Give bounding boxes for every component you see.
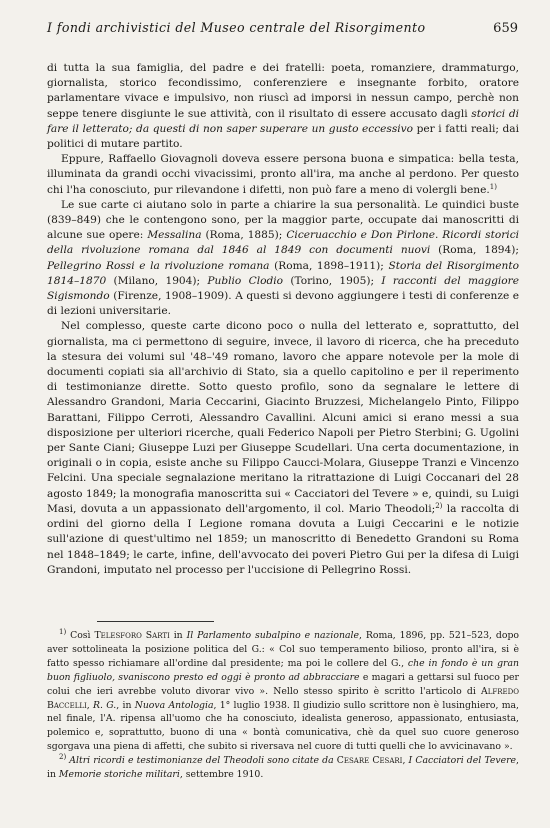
text-span: Nel complesso, queste carte dicono poco o nulla del letterato e, soprattutto, del giornalista, ma ci permettono di seguire, invece, il lavoro di ricerca, che ha preceduto la stesura dei volumi sul '48–'49 romano, lavoro che appare notevole per la mole di documenti copiati sia all'archivio di Stato, sia a quello capitolino e per il reperimento di testimonianze dirette. Sotto questo profilo, sono da segnalare le lettere di Alessandro Grandoni, Maria Ceccarini, Giacinto Bruzzesi, Michelangelo Pinto, Filippo Barattani, Filippo Cerroti, Alessandro Cavallini. Alcuni amici si erano messi a sua disposizione per ulteriori ricerche, quali Federico Napoli per Pietro Sterbini; G. Ugolini per Sante Ciani; Giuseppe Luzi per Giuseppe Scudellari. Una certa documentazione, in originali o in copia, esiste anche su Filippo Caucci-Molara, Giuseppe Tranzi e Vincenzo Felcini. Una speciale segnalazione meritano la ritrattazione di Luigi Coccanari del 28 agosto 1849; la monografia manoscritta sui « Cacciatori del Tevere » e, quindi, su Luigi Masi, dovuta a un appassionato dell'argomento, il col. Mario Theodoli;: [47, 320, 519, 515]
footnote-marker: 1): [489, 182, 497, 191]
text-span: Eppure, Raffaello Giovagnoli doveva essere persona buona e simpatica: bella testa, illuminata da grandi occhi vivacissimi, pronto all'ira, ma anche al perdono. Per questo chi l'ha conosciuto, pur rilevandone i difetti, non può fare a meno di volergli bene.: [47, 153, 519, 196]
running-title: I fondi archivistici del Museo centrale del Risorgimento: [47, 20, 426, 35]
footnote-separator: [97, 621, 214, 622]
text-span: Ciceruacchio e Don Pirlone. Ricordi storici della rivoluzione romana dal 1846 al 1849 con documenti nuovi: [47, 229, 520, 257]
text-span: (Firenze, 1908–1909). A questi si devono aggiungere i testi di conferenze e di lezioni universitarie.: [47, 290, 519, 318]
text-span: ,: [86, 699, 93, 711]
paragraph: [47, 319, 519, 577]
text-span: per i fatti reali; dai politici di mutare partito.: [47, 122, 519, 151]
text-span: Storia del Risorgimento 1814–1870: [47, 259, 519, 287]
text-span: Le sue carte ci aiutano solo in parte a chiarire la sua personalità. Le quindici buste (839–849) che le contengono sono, per la maggior parte, occupate dai manoscritti di alcune sue opere:: [47, 198, 519, 242]
footnotes: [47, 629, 519, 782]
text-span: Memorie storiche militari: [58, 769, 180, 781]
text-span: Nuova Antologia: [134, 699, 214, 711]
text-span: Così: [66, 630, 95, 641]
text-span: Altri ricordi e testimonianze del Theodoli sono citate da: [66, 755, 337, 767]
text-span: (Roma, 1894);: [430, 244, 519, 257]
text-span: R. G.: [93, 699, 117, 711]
text-span: Pellegrino Rossi e la rivoluzione romana: [47, 259, 270, 272]
body-text: [47, 61, 519, 578]
text-span: , Roma, 1896, pp. 521–523, dopo aver sottolineata la posizione politica del G.: « Col suo temperamento bilioso, pronto all'ira, si è fatto spesso richiamare all'ordine dal presidente; ma poi le collere del G.,: [47, 630, 519, 669]
text-span: storici di fare il letterato; da questi di non saper superare un gusto eccessivo: [47, 107, 519, 135]
text-span: , 1° luglio 1938. Il giudizio sullo scrittore non è lusinghiero, ma, nel finale, l'A. ripensa all'uomo che ha conosciuto, idealista generoso, appassionato, entusiasta, polemico e, soprattutto, buono di una « bontà comunicativa, chè da quel suo cuore generoso sgorgava una piena di affetti, che subito si riversava nel cuore di tutti quelli che lo avvicinavano ».: [47, 699, 520, 753]
text-span: I Cacciatori del Tevere: [408, 755, 517, 767]
text-span: (Milano, 1904);: [106, 274, 208, 287]
text-span: Cesare Cesari: [336, 755, 403, 767]
footnote-marker: 2): [435, 501, 443, 510]
text-span: che in fondo è un gran buon figliuolo, svaniscono presto ed oggi è pronto ad abbracciare: [47, 657, 519, 683]
page-header: [47, 20, 518, 36]
footnote: [47, 629, 519, 754]
paragraph: [47, 152, 519, 198]
text-span: la raccolta di ordini del giorno della I Legione romana dovuta a Luigi Ceccarini e le notizie sull'azione di quest'ultimo nel 1859; un manoscritto di Benedetto Grandoni su Roma nel 1848–1849; le carte, infine, dell'avvocato dei poveri Pietro Gui per la difesa di Luigi Grandoni, imputato nel processo per l'uccisione di Pellegrino Rossi.: [47, 502, 519, 576]
text-span: , in: [47, 755, 520, 781]
footnote-marker: 1): [59, 628, 67, 636]
footnote-marker: 2): [59, 753, 67, 762]
text-span: (Roma, 1885);: [201, 229, 287, 242]
text-span: I racconti del maggiore Sigismondo: [47, 274, 520, 303]
text-span: Messalina: [147, 229, 202, 242]
text-span: in: [169, 630, 187, 641]
paragraph: [47, 61, 519, 152]
footnote: [47, 754, 519, 782]
text-span: ,: [402, 755, 409, 767]
text-span: Alfredo Baccelli: [47, 685, 519, 711]
text-span: Telesforo Sarti: [94, 630, 170, 641]
text-span: Il Parlamento subalpino e nazionale: [186, 630, 359, 641]
page-number: 659: [493, 21, 518, 36]
paragraph: [47, 198, 519, 320]
text-span: (Torino, 1905);: [283, 274, 382, 287]
text-span: e magari a gettarsi sul fuoco per colui che ieri avrebbe voluto divorar vivo ». Nello stesso spirito è scritto l'articolo di: [47, 671, 520, 697]
text-span: , in: [116, 699, 135, 711]
text-span: (Roma, 1898–1911);: [269, 259, 389, 272]
text-span: Publio Clodio: [207, 274, 284, 287]
text-span: , settembre 1910.: [179, 769, 264, 781]
text-span: di tutta la sua famiglia, del padre e dei fratelli: poeta, romanziere, drammaturgo, giornalista, storico fecondissimo, conferenziere e insegnante forbito, oratore parlamentare vivace e impulsivo, non riuscì ad imporsi in nessun campo, perchè non seppe tenere disgiunte le sue attività, con il risultato di essere accusato dagli: [47, 62, 519, 120]
